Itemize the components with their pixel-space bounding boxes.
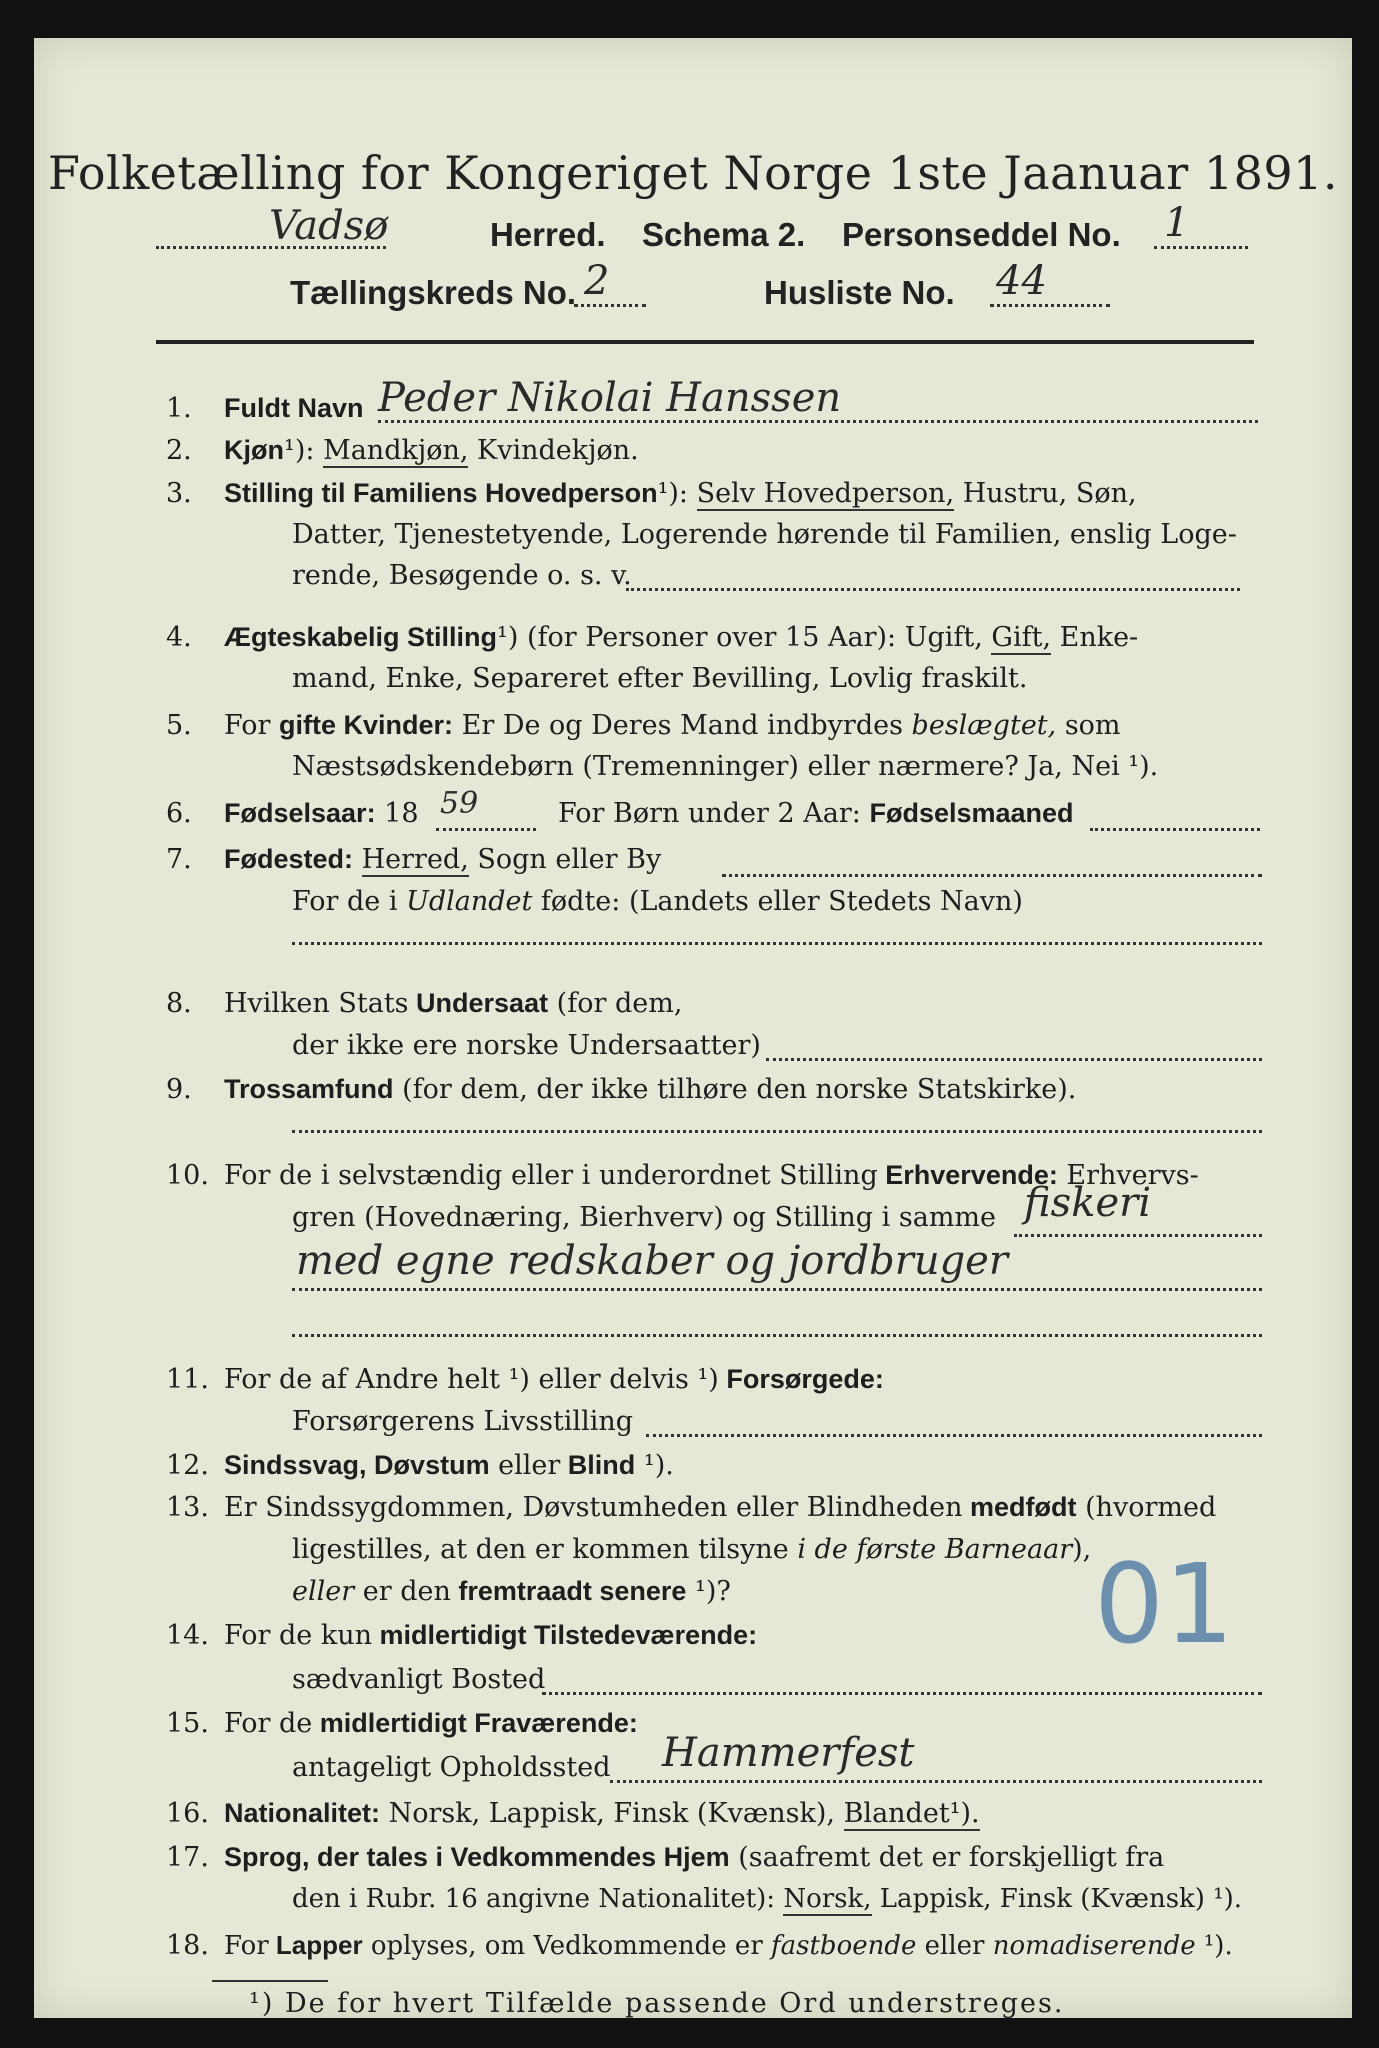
- sami-line: [224, 1930, 1233, 1961]
- text: oplyses, om Vedkommende er: [362, 1931, 763, 1961]
- later-label: fremtraadt senere: [450, 1576, 687, 1606]
- footnote-ref: ¹):: [657, 478, 689, 509]
- kreds-label: Tællingskreds No.: [290, 274, 577, 311]
- text: (saafremt det er forskjelligt fra: [729, 1842, 1165, 1873]
- birth-year-value: 59: [440, 786, 479, 821]
- husliste-dots: [990, 304, 1110, 307]
- subject-label: Undersaat: [408, 988, 549, 1018]
- married-women-label: gifte Kvinder:: [279, 710, 454, 740]
- occupation-value-2: med egne redskaber og jordbruger: [296, 1238, 1008, 1284]
- header-rule: [156, 340, 1254, 344]
- text: nomadiserende: [984, 1931, 1196, 1961]
- text: ¹)?: [686, 1576, 731, 1607]
- item-number: 3.: [166, 478, 192, 509]
- disability-line: [224, 1450, 674, 1481]
- blind-label: Blind: [560, 1450, 636, 1480]
- disability-label: Sindssvag, Døvstum: [224, 1450, 490, 1480]
- name-dots: [378, 420, 1258, 423]
- birth-year-dots: [436, 828, 536, 831]
- sex-other: Kvindekjøn.: [468, 435, 639, 466]
- item-number: 14.: [166, 1620, 209, 1651]
- text: For de kun: [224, 1620, 372, 1651]
- item-number: 2.: [166, 435, 192, 466]
- text: (for dem,: [548, 988, 683, 1019]
- text: ligestilles, at den er kommen tilsyne: [292, 1534, 789, 1565]
- birth-year-line: [224, 798, 419, 829]
- sex-label: Kjøn: [224, 435, 284, 465]
- subject-dots: [766, 1058, 1262, 1061]
- position-options: Hustru, Søn,: [954, 478, 1137, 509]
- occupation-dots-2: [292, 1288, 1262, 1291]
- language-label: Sprog, der tales i Vedkommendes Hjem: [224, 1842, 730, 1872]
- herred-label: Herred.: [490, 216, 606, 253]
- birthplace-dots: [722, 874, 1262, 877]
- item-number: 18.: [166, 1930, 209, 1961]
- item-number: 16.: [166, 1798, 209, 1829]
- blue-pencil-mark: 01: [1094, 1540, 1234, 1668]
- footnote-ref: ¹):: [284, 435, 315, 466]
- marital-label: Ægteskabelig Stilling: [224, 622, 498, 652]
- kreds-value: 2: [584, 258, 610, 304]
- item-number: 17.: [166, 1842, 209, 1873]
- stay-place-label: antageligt Opholdssted: [292, 1752, 611, 1783]
- text: For: [224, 710, 271, 741]
- temp-present-label: midlertidigt Tilstedeværende:: [372, 1620, 758, 1650]
- nationality-label: Nationalitet:: [224, 1798, 381, 1828]
- marital-line: [224, 622, 1138, 653]
- text: Lappisk, Finsk (Kvænsk) ¹).: [871, 1884, 1243, 1914]
- foreign-birth-line: [292, 886, 1023, 917]
- personseddel-label: Personseddel No.: [842, 216, 1121, 253]
- religion-label: Trossamfund: [224, 1074, 394, 1104]
- birthplace-line: [224, 844, 661, 875]
- item-number: 8.: [166, 988, 192, 1019]
- sex-line: [224, 435, 639, 466]
- stay-place-dots: [610, 1780, 1262, 1783]
- footnote: ¹) De for hvert Tilfælde passende Ord understreges.: [249, 1988, 1065, 2019]
- language-selected: Norsk,: [783, 1884, 872, 1914]
- text: beslægtet,: [902, 710, 1057, 741]
- occupation-dots-3: [292, 1334, 1262, 1337]
- text: For de: [224, 1708, 313, 1739]
- temp-present-line: [224, 1620, 757, 1651]
- text: (for dem, der ikke tilhøre den norske Statskirke).: [393, 1074, 1077, 1105]
- text: ¹).: [1195, 1931, 1233, 1961]
- kreds-dots: [574, 304, 646, 307]
- temp-absent-line: [224, 1708, 638, 1739]
- text: fødte: (Landets eller Stedets Navn): [532, 886, 1023, 917]
- text: For: [224, 1931, 269, 1961]
- schema-label: Schema 2.: [642, 216, 806, 253]
- name-value: Peder Nikolai Hanssen: [378, 375, 842, 421]
- item-number: 12.: [166, 1450, 209, 1481]
- congenital-line: [224, 1492, 1216, 1523]
- text: i de første Barneaar: [788, 1534, 1073, 1565]
- religion-line: [224, 1074, 1076, 1105]
- text: 18: [375, 798, 419, 829]
- birth-month-label: Fødselsmaaned: [869, 798, 1074, 828]
- position-dots: [626, 588, 1240, 591]
- position-options-3: rende, Besøgende o. s. v.: [292, 560, 632, 591]
- marital-options-2: mand, Enke, Separeret efter Bevilling, Lovlig fraskilt.: [292, 663, 1028, 694]
- item-number: 5.: [166, 710, 192, 741]
- foreign-birth-dots: [292, 942, 1262, 945]
- husliste-value: 44: [996, 258, 1047, 304]
- temp-absent-label: midlertidigt Fraværende:: [312, 1708, 638, 1738]
- support-label: Forsørgede:: [718, 1364, 884, 1394]
- herred-value: Vadsø: [269, 203, 389, 249]
- congenital-line-2: [292, 1534, 1091, 1565]
- occupation-value-1: fiskeri: [1024, 1180, 1152, 1226]
- usual-residence-label: sædvanligt Bosted: [292, 1664, 546, 1695]
- personseddel-dots: [1154, 246, 1248, 249]
- text: som: [1056, 710, 1121, 741]
- language-line: [224, 1842, 1164, 1873]
- birthplace-label: Fødested:: [224, 844, 354, 874]
- item-number: 9.: [166, 1074, 192, 1105]
- text: Norsk, Lappisk, Finsk (Kvænsk),: [380, 1798, 835, 1829]
- text: For Børn under 2 Aar:: [558, 798, 861, 829]
- item-number: 4.: [166, 622, 192, 653]
- congenital-line-3: [292, 1576, 731, 1607]
- language-line-2: [292, 1884, 1242, 1914]
- usual-residence-dots: [542, 1692, 1262, 1695]
- birth-month-dots: [1090, 828, 1260, 831]
- occupation-dots-1: [1014, 1234, 1262, 1237]
- position-line: [224, 478, 1137, 509]
- text: For de i selvstændig eller i underordnet Stilling: [224, 1160, 878, 1191]
- item-number: 7.: [166, 844, 192, 875]
- support-line-2: Forsørgerens Livsstilling: [292, 1406, 634, 1437]
- text: Sogn eller By: [468, 844, 662, 875]
- stay-place-value: Hammerfest: [662, 1730, 915, 1776]
- sami-label: Lapper: [268, 1930, 363, 1960]
- text: Hvilken Stats: [224, 988, 409, 1019]
- text: den i Rubr. 16 angivne Nationalitet):: [292, 1884, 776, 1914]
- item-number: 15.: [166, 1708, 209, 1739]
- support-dots: [646, 1434, 1262, 1437]
- text: eller: [489, 1450, 561, 1481]
- text: ),: [1072, 1534, 1092, 1565]
- item-number: 13.: [166, 1492, 209, 1523]
- census-form: [34, 38, 1352, 2018]
- text: Udlandet: [397, 886, 533, 917]
- married-women-line: [224, 710, 1121, 741]
- footnote-rule: [212, 1980, 328, 1982]
- occupation-line-2: gren (Hovednæring, Bierhverv) og Stilling i samme: [292, 1202, 997, 1233]
- position-selected: Selv Hovedperson,: [696, 478, 955, 509]
- text: er den: [354, 1576, 451, 1607]
- support-line: [224, 1364, 884, 1395]
- nationality-selected: Blandet¹).: [843, 1798, 980, 1829]
- position-label: Stilling til Familiens Hovedperson: [224, 478, 658, 508]
- text: eller: [292, 1576, 355, 1607]
- sex-selected: Mandkjøn,: [323, 435, 469, 466]
- text: For de af Andre helt ¹) eller delvis ¹): [224, 1364, 719, 1395]
- text: (hvormed: [1076, 1492, 1217, 1523]
- item-number: 1.: [166, 393, 192, 424]
- religion-dots: [292, 1130, 1262, 1133]
- form-title: Folketælling for Kongeriget Norge 1ste Jaanuar 1891.: [47, 146, 1339, 200]
- text: fastboende: [762, 1931, 917, 1961]
- occupation-label: Erhvervende:: [877, 1160, 1058, 1190]
- text: Er De og Deres Mand indbyrdes: [453, 710, 903, 741]
- text: Er Sindssygdommen, Døvstumheden eller Blindheden: [224, 1492, 963, 1523]
- name-label: Fuldt Navn: [224, 393, 364, 423]
- congenital-label: medfødt: [962, 1492, 1077, 1522]
- birthplace-selected: Herred,: [361, 844, 469, 875]
- married-women-line-2: Næstsødskendebørn (Tremenninger) eller nærmere? Ja, Nei ¹).: [292, 751, 1159, 782]
- subject-line: [224, 988, 682, 1019]
- nationality-line: [224, 1798, 980, 1829]
- birth-year-label: Fødselsaar:: [224, 798, 376, 828]
- personseddel-value: 1: [1164, 200, 1190, 246]
- position-options-2: Datter, Tjenestetyende, Logerende hørende til Familien, enslig Loge-: [292, 519, 1237, 550]
- text: Erhvervs-: [1057, 1160, 1199, 1191]
- husliste-label: Husliste No.: [764, 274, 955, 311]
- text: eller: [916, 1931, 985, 1961]
- item-number: 10.: [166, 1160, 209, 1191]
- item-number: 6.: [166, 798, 192, 829]
- subject-line-2: der ikke ere norske Undersaatter): [292, 1030, 761, 1061]
- text: ¹).: [635, 1450, 674, 1481]
- birth-month-line: [558, 798, 1074, 829]
- item-number: 11.: [166, 1364, 209, 1395]
- text: For de i: [292, 886, 398, 917]
- marital-selected: Gift,: [991, 622, 1052, 653]
- marital-options: ¹) (for Personer over 15 Aar): Ugift,: [497, 622, 983, 653]
- marital-options-b: Enke-: [1051, 622, 1139, 653]
